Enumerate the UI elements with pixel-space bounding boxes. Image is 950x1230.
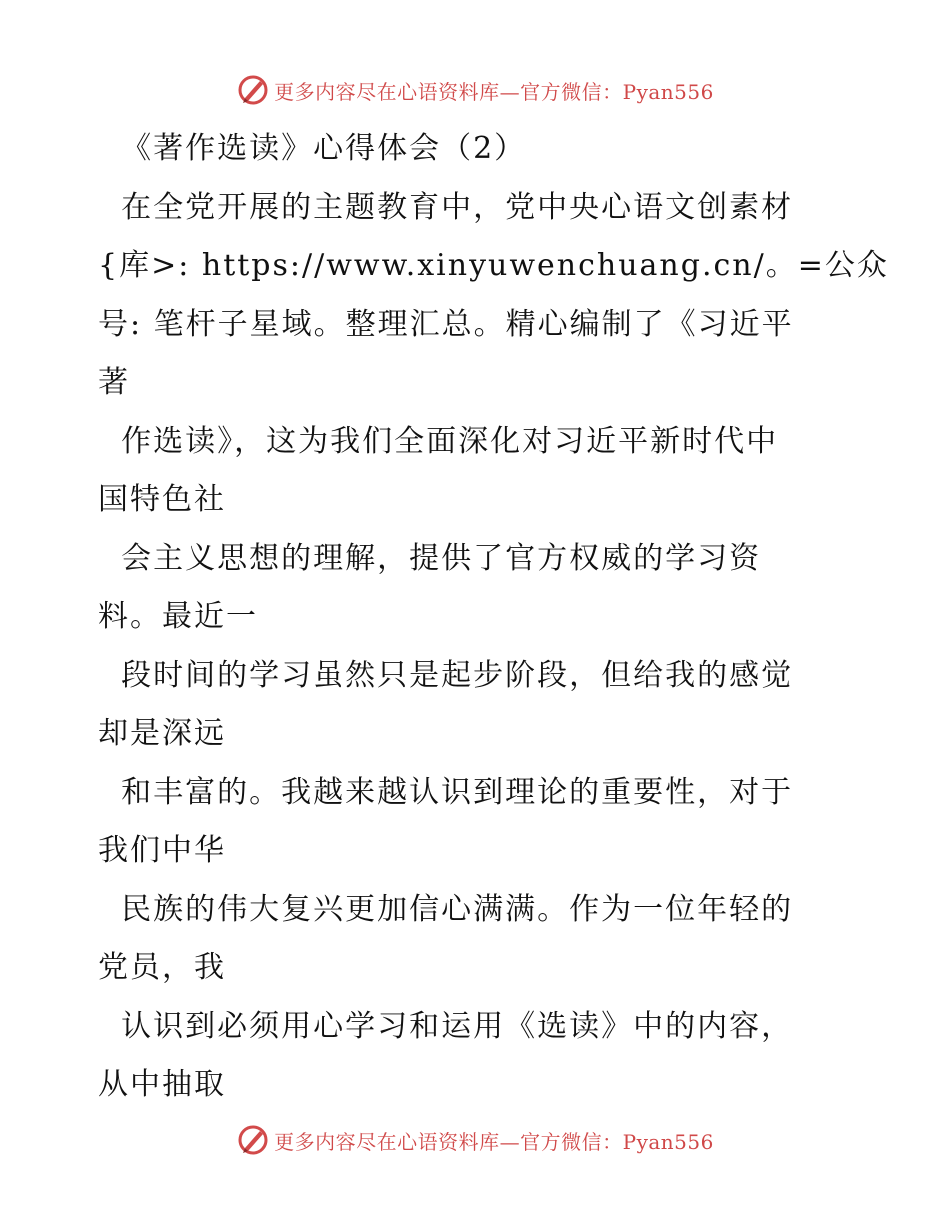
header-banner	[0, 70, 950, 110]
text-line: 民族的伟大复兴更加信心满满。作为一位年轻的	[98, 891, 794, 927]
text-line: 国特色社	[98, 482, 226, 517]
document-title: 《著作选读》心得体会（2）	[98, 131, 527, 166]
text-line: 党员，我	[98, 950, 226, 985]
document-body	[98, 120, 889, 1115]
text-line: 却是深远	[98, 716, 226, 751]
pen-logo-icon	[236, 1123, 270, 1157]
text-line: 和丰富的。我越来越认识到理论的重要性，对于	[98, 774, 794, 810]
header-banner-text: 更多内容尽在心语资料库—官方微信：Pyan556	[274, 79, 714, 104]
text-line: 段时间的学习虽然只是起步阶段，但给我的感觉	[98, 657, 794, 693]
pen-logo-icon	[236, 73, 270, 107]
text-line: 从中抽取	[98, 1067, 226, 1102]
text-line: 作选读》，这为我们全面深化对习近平新时代中	[98, 423, 779, 459]
text-line: 号: 笔杆子星域。整理汇总。精心编制了《习近平	[98, 306, 794, 342]
text-line: 料。最近一	[98, 599, 258, 634]
text-line: {库>: https://www.xinyuwenchuang.cn/。=公众	[98, 248, 889, 283]
text-line: 认识到必须用心学习和运用《选读》中的内容，	[98, 1008, 794, 1044]
text-line: 会主义思想的理解，提供了官方权威的学习资	[98, 540, 762, 576]
footer-banner	[0, 1120, 950, 1160]
text-line: 我们中华	[98, 833, 226, 868]
text-line: 在全党开展的主题教育中，党中央心语文创素材	[98, 189, 794, 225]
text-line: 著	[98, 365, 130, 400]
footer-banner-text: 更多内容尽在心语资料库—官方微信：Pyan556	[274, 1129, 714, 1154]
